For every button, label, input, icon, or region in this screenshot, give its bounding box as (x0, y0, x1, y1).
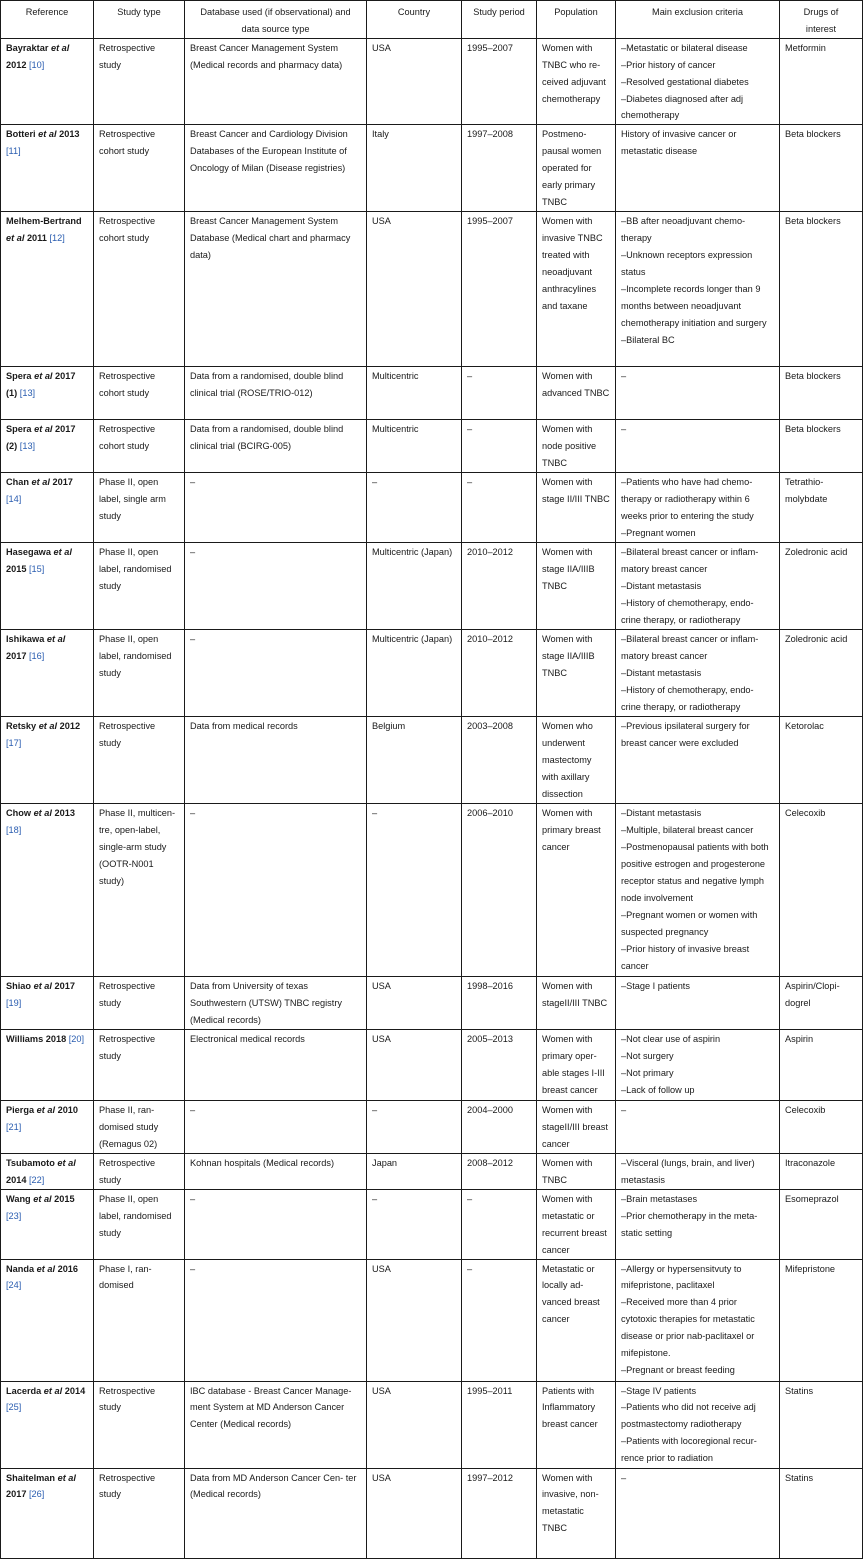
cell-study-period: – (462, 473, 537, 543)
cell-study-period: 1995–2007 (462, 38, 537, 125)
reference-et-al: et al (33, 808, 52, 819)
cell-drug-of-interest: Metformin (780, 38, 863, 125)
cell-study-type: Retrospective study (94, 1154, 185, 1190)
cell-drug-of-interest: Beta blockers (780, 367, 863, 420)
exclusion-item: –Distant metastasis (621, 668, 702, 679)
table-body (1, 38, 863, 1558)
cell-drug-of-interest: Zoledronic acid (780, 543, 863, 630)
exclusion-item: –Patients who have had chemo- therapy or radiotherapy within 6 weeks prior to entering the study (621, 477, 754, 522)
cell-database: Data from University of texas Southwestern (UTSW) TNBC registry (Medical records) (185, 977, 367, 1030)
cell-exclusion-criteria (616, 1381, 780, 1468)
cell-study-type: Phase II, open label, randomised study (94, 1189, 185, 1259)
cell-exclusion-criteria (616, 1154, 780, 1190)
cell-exclusion-criteria (616, 804, 780, 977)
cell-drug-of-interest: Tetrathio- molybdate (780, 473, 863, 543)
cell-population: Patients with Inflammatory breast cancer (537, 1381, 616, 1468)
cell-country: USA (367, 1030, 462, 1101)
cell-country: Italy (367, 125, 462, 212)
exclusion-item: –Visceral (lungs, brain, and liver) metastasis (621, 1158, 755, 1185)
table-header-row (1, 1, 863, 39)
cell-population: Women with invasive, non-metastatic TNBC (537, 1468, 616, 1558)
header-line: Population (554, 7, 598, 17)
cell-exclusion-criteria (616, 212, 780, 367)
citation-link[interactable]: [16] (29, 651, 45, 662)
cell-database: Data from a randomised, double blind clinical trial (ROSE/TRIO-012) (185, 367, 367, 420)
exclusion-item: – (621, 424, 627, 435)
exclusion-item: –History of chemotherapy, endo- crine therapy, or radiotherapy (621, 598, 754, 625)
exclusion-item: –Distant metastasis (621, 581, 702, 592)
cell-study-period: 2006–2010 (462, 804, 537, 977)
cell-reference (1, 367, 94, 420)
cell-population: Women with TNBC who re- ceived adjuvant chemotherapy (537, 38, 616, 125)
exclusion-item: –Metastatic or bilateral disease (621, 42, 748, 53)
reference-year: 2017 (6, 1489, 29, 1500)
reference-author: Spera (6, 371, 35, 382)
citation-link[interactable]: [17] (6, 738, 22, 749)
reference-author: Botteri (6, 129, 39, 140)
cell-database: – (185, 1259, 367, 1381)
reference-year: 2012 (57, 721, 81, 732)
cell-country: USA (367, 38, 462, 125)
reference-et-al: et al (36, 1263, 56, 1274)
cell-exclusion-criteria (616, 1468, 780, 1558)
table-row (1, 1154, 863, 1190)
cell-database: – (185, 543, 367, 630)
citation-link[interactable]: [14] (6, 494, 22, 505)
exclusion-item: –Patients with locoregional recur- rence prior to radiation (621, 1436, 757, 1464)
header-line: Reference (25, 7, 69, 17)
reference-et-al: et al (6, 233, 25, 244)
cell-exclusion-criteria (616, 125, 780, 212)
reference-author: Chow (6, 808, 34, 819)
cell-exclusion-criteria (616, 38, 780, 125)
cell-study-period: – (462, 367, 537, 420)
exclusion-item: –Stage I patients (621, 981, 690, 992)
reference-year: 2015 (6, 564, 29, 575)
cell-exclusion-criteria (616, 1259, 780, 1381)
exclusion-item: – (621, 1472, 627, 1483)
reference-year: 2013 (56, 129, 80, 140)
citation-link[interactable]: [21] (6, 1122, 22, 1133)
cell-study-type: Phase I, ran- domised (94, 1259, 185, 1381)
reference-author: Tsubamoto (6, 1158, 58, 1169)
cell-reference (1, 1381, 94, 1468)
header-exclusion-criteria (616, 1, 780, 39)
reference-author: Lacerda (6, 1385, 44, 1396)
exclusion-item: –Prior chemotherapy in the meta- static setting (621, 1210, 758, 1238)
reference-et-al: et al (57, 1472, 76, 1483)
cell-reference (1, 1259, 94, 1381)
table-row (1, 125, 863, 212)
cell-reference (1, 1468, 94, 1558)
reference-author: Melhem-Bertrand (6, 216, 82, 227)
cell-reference (1, 1154, 94, 1190)
reference-year: 2014 (62, 1385, 86, 1396)
exclusion-item: –Lack of follow up (621, 1085, 695, 1096)
reference-year: 2012 (6, 59, 29, 70)
exclusion-item: –History of chemotherapy, endo- crine therapy, or radiotherapy (621, 685, 754, 712)
cell-study-type: Retrospective study (94, 1381, 185, 1468)
citation-link[interactable]: [13] (19, 441, 36, 452)
reference-et-al: et al (57, 1158, 76, 1169)
table-row (1, 717, 863, 804)
cell-study-period: 2010–2012 (462, 543, 537, 630)
reference-year: 2014 (6, 1174, 29, 1185)
cell-population: Postmeno- pausal women operated for early primary TNBC (537, 125, 616, 212)
cell-reference (1, 420, 94, 473)
exclusion-item: –Prior history of invasive breast cancer (621, 943, 750, 971)
cell-study-type: Retrospective cohort study (94, 367, 185, 420)
cell-reference (1, 977, 94, 1030)
reference-year: 2010 (55, 1105, 79, 1116)
cell-study-period: 2003–2008 (462, 717, 537, 804)
reference-author: Pierga (6, 1105, 37, 1116)
header-line: data source type (241, 23, 310, 34)
cell-reference (1, 543, 94, 630)
reference-author: Hasegawa (6, 547, 54, 558)
reference-year: 2018 (45, 1034, 69, 1045)
cell-study-type: Retrospective cohort study (94, 125, 185, 212)
cell-exclusion-criteria (616, 367, 780, 420)
cell-study-type: Phase II, open label, single arm study (94, 473, 185, 543)
cell-drug-of-interest: Mifepristone (780, 1259, 863, 1381)
table-row (1, 1468, 863, 1558)
cell-population: Women with primary oper- able stages I-III breast cancer (537, 1030, 616, 1101)
cell-database: Breast Cancer Management System Database (Medical chart and pharmacy data) (185, 212, 367, 367)
cell-study-type: Retrospective study (94, 1030, 185, 1101)
reference-et-al: et al (34, 371, 53, 382)
exclusion-item: –Bilateral breast cancer or inflam- matory breast cancer (621, 547, 759, 575)
exclusion-item: –Pregnant women (621, 528, 696, 539)
header-line: Country (397, 7, 431, 17)
exclusion-item: –Incomplete records longer than 9 months between neoadjuvant chemotherapy initiation and surgery (621, 283, 767, 328)
exclusion-item: –Patients who did not receive adj postmastectomy radiotherapy (621, 1402, 756, 1430)
reference-et-al: et al (36, 1105, 56, 1116)
cell-reference (1, 1030, 94, 1101)
reference-year: 2017 (1) (6, 371, 76, 399)
header-population (537, 1, 616, 39)
cell-study-type: Retrospective study (94, 977, 185, 1030)
cell-database: Breast Cancer and Cardiology Division Databases of the European Institute of Oncology of Milan (Disease registries) (185, 125, 367, 212)
reference-et-al: et al (46, 634, 66, 645)
exclusion-item: –Previous ipsilateral surgery for breast cancer were excluded (621, 721, 750, 749)
reference-year: 2016 (55, 1263, 79, 1274)
cell-exclusion-criteria (616, 977, 780, 1030)
cell-study-period: 1998–2016 (462, 977, 537, 1030)
cell-study-period: 1995–2007 (462, 212, 537, 367)
cell-drug-of-interest: Beta blockers (780, 420, 863, 473)
reference-et-al: et al (33, 1193, 52, 1204)
exclusion-item: –Postmenopausal patients with both positive estrogen and progesterone receptor status and negative lymph node involvement (621, 842, 769, 903)
cell-population: Women with advanced TNBC (537, 367, 616, 420)
table-row (1, 1189, 863, 1259)
cell-database: – (185, 1189, 367, 1259)
reference-et-al: et al (31, 477, 50, 488)
exclusion-item: –Bilateral breast cancer or inflam- matory breast cancer (621, 634, 759, 662)
reference-author: Wang (6, 1193, 34, 1204)
reference-et-al: et al (33, 981, 52, 992)
cell-exclusion-criteria (616, 543, 780, 630)
header-line: Study period (473, 7, 525, 17)
reference-author: Ishikawa (6, 634, 47, 645)
cell-drug-of-interest: Zoledronic acid (780, 630, 863, 717)
cell-exclusion-criteria (616, 1030, 780, 1101)
cell-study-period: 2004–2000 (462, 1101, 537, 1154)
cell-country: Multicentric (Japan) (367, 630, 462, 717)
header-line: Database used (if observational) and (200, 7, 351, 17)
cell-database: – (185, 1101, 367, 1154)
cell-drug-of-interest: Celecoxib (780, 804, 863, 977)
cell-country: – (367, 804, 462, 977)
cell-study-type: Retrospective study (94, 1468, 185, 1558)
cell-country: USA (367, 212, 462, 367)
table-row (1, 1101, 863, 1154)
citation-link[interactable]: [20] (68, 1034, 85, 1045)
cell-study-period: 2010–2012 (462, 630, 537, 717)
cell-exclusion-criteria (616, 420, 780, 473)
cell-population: Women with TNBC (537, 1154, 616, 1190)
cell-drug-of-interest: Ketorolac (780, 717, 863, 804)
reference-year: 2015 (51, 1193, 75, 1204)
table-row (1, 38, 863, 125)
cell-exclusion-criteria (616, 1189, 780, 1259)
table-row (1, 473, 863, 543)
exclusion-item: –Brain metastases (621, 1193, 698, 1204)
cell-population: Women with stage II/III TNBC (537, 473, 616, 543)
header-line: Study type (117, 7, 161, 17)
citation-link[interactable]: [26] (29, 1489, 45, 1500)
reference-year: 2017 (2) (6, 424, 76, 452)
cell-database: – (185, 630, 367, 717)
reference-et-al: et al (50, 42, 70, 53)
citation-link[interactable]: [13] (19, 388, 36, 399)
reference-year: 2011 (24, 233, 50, 244)
table-row (1, 212, 863, 367)
cell-study-period: – (462, 420, 537, 473)
cell-country: – (367, 1101, 462, 1154)
reference-year: 2017 (6, 651, 29, 662)
citation-link[interactable]: [23] (6, 1210, 22, 1221)
table-row (1, 977, 863, 1030)
cell-study-period: – (462, 1189, 537, 1259)
cell-reference (1, 473, 94, 543)
exclusion-item: – (621, 371, 627, 382)
cell-drug-of-interest: Beta blockers (780, 212, 863, 367)
header-line: Main exclusion criteria (652, 7, 743, 17)
reference-author: Shaitelman (6, 1472, 58, 1483)
cell-country: Belgium (367, 717, 462, 804)
table-row (1, 420, 863, 473)
cell-reference (1, 717, 94, 804)
cell-database: Kohnan hospitals (Medical records) (185, 1154, 367, 1190)
table-row (1, 543, 863, 630)
cell-study-type: Retrospective study (94, 38, 185, 125)
cell-drug-of-interest: Statins (780, 1468, 863, 1558)
citation-link[interactable]: [10] (29, 59, 45, 70)
cell-reference (1, 1101, 94, 1154)
citation-link[interactable]: [22] (29, 1174, 45, 1185)
cell-exclusion-criteria (616, 473, 780, 543)
exclusion-item: –Prior history of cancer (621, 59, 716, 70)
reference-author: Retsky (6, 721, 39, 732)
cell-population: Women with invasive TNBC treated with neoadjuvant anthracylines and taxane (537, 212, 616, 367)
cell-study-period: 1997–2008 (462, 125, 537, 212)
reference-author: Williams (6, 1034, 46, 1045)
cell-population: Women with node positive TNBC (537, 420, 616, 473)
exclusion-item: –Not primary (621, 1068, 674, 1079)
cell-study-period: 2008–2012 (462, 1154, 537, 1190)
exclusion-item: –Distant metastasis (621, 808, 702, 819)
cell-study-type: Retrospective study (94, 717, 185, 804)
header-database (185, 1, 367, 39)
cell-exclusion-criteria (616, 1101, 780, 1154)
reference-author: Bayraktar (6, 42, 51, 53)
cell-population: Women who underwent mastectomy with axillary dissection (537, 717, 616, 804)
citation-link[interactable]: [18] (6, 825, 22, 836)
cell-study-type: Phase II, open label, randomised study (94, 630, 185, 717)
cell-country: Japan (367, 1154, 462, 1190)
exclusion-item: –Stage IV patients (621, 1385, 697, 1396)
cell-database: Breast Cancer Management System (Medical records and pharmacy data) (185, 38, 367, 125)
cell-reference (1, 38, 94, 125)
cell-country: Multicentric (367, 367, 462, 420)
cell-database: Data from medical records (185, 717, 367, 804)
cell-population: Women with stageII/III breast cancer (537, 1101, 616, 1154)
exclusion-item: –Resolved gestational diabetes (621, 76, 749, 87)
reference-et-al: et al (38, 129, 57, 140)
cell-population: Metastatic or locally ad- vanced breast cancer (537, 1259, 616, 1381)
cell-country: USA (367, 977, 462, 1030)
cell-database: – (185, 804, 367, 977)
cell-country: Multicentric (Japan) (367, 543, 462, 630)
cell-drug-of-interest: Itraconazole (780, 1154, 863, 1190)
cell-study-type: Phase II, open label, randomised study (94, 543, 185, 630)
cell-drug-of-interest: Aspirin/Clopi- dogrel (780, 977, 863, 1030)
cell-study-type: Retrospective cohort study (94, 212, 185, 367)
citation-link[interactable]: [19] (6, 998, 22, 1009)
header-reference (1, 1, 94, 39)
cell-reference (1, 125, 94, 212)
cell-study-type: Phase II, ran- domised study (Remagus 02) (94, 1101, 185, 1154)
cell-population: Women with primary breast cancer (537, 804, 616, 977)
cell-drug-of-interest: Esomeprazol (780, 1189, 863, 1259)
cell-study-period: – (462, 1259, 537, 1381)
reference-et-al: et al (34, 424, 53, 435)
cell-database: Data from a randomised, double blind clinical trial (BCIRG-005) (185, 420, 367, 473)
header-country (367, 1, 462, 39)
cell-drug-of-interest: Beta blockers (780, 125, 863, 212)
table-row (1, 367, 863, 420)
cell-reference (1, 630, 94, 717)
reference-year: 2017 (49, 477, 73, 488)
cell-population: Women with stage IIA/IIIB TNBC (537, 543, 616, 630)
reference-et-al: et al (38, 721, 58, 732)
reference-et-al: et al (53, 547, 72, 558)
cell-database: Electronical medical records (185, 1030, 367, 1101)
exclusion-item: –BB after neoadjuvant chemo- therapy (621, 216, 746, 244)
table-row (1, 1259, 863, 1381)
exclusion-item: –Bilateral BC (621, 334, 675, 345)
exclusion-item: –Diabetes diagnosed after adj chemotherapy (621, 93, 744, 121)
reference-year: 2013 (51, 808, 75, 819)
citation-link[interactable]: [24] (6, 1280, 22, 1291)
header-study-period (462, 1, 537, 39)
header-drugs-of-interest (780, 1, 863, 39)
reference-author: Chan (6, 477, 32, 488)
exclusion-item: –Pregnant or breast feeding (621, 1364, 735, 1375)
cell-study-type: Retrospective cohort study (94, 420, 185, 473)
citation-link[interactable]: [25] (6, 1402, 22, 1413)
cell-population: Women with metastatic or recurrent breast cancer (537, 1189, 616, 1259)
header-line: Drugs of (803, 7, 839, 17)
cell-database: IBC database - Breast Cancer Manage- ment System at MD Anderson Cancer Center (Medical records) (185, 1381, 367, 1468)
reference-year: 2017 (51, 981, 75, 992)
cell-study-period: 1997–2012 (462, 1468, 537, 1558)
exclusion-item: –Pregnant women or women with suspected pregnancy (621, 909, 758, 937)
table-row (1, 630, 863, 717)
cell-database: Data from MD Anderson Cancer Cen- ter (Medical records) (185, 1468, 367, 1558)
cell-drug-of-interest: Aspirin (780, 1030, 863, 1101)
reference-author: Nanda (6, 1263, 37, 1274)
cell-country: USA (367, 1259, 462, 1381)
exclusion-item: History of invasive cancer or metastatic disease (621, 129, 737, 157)
reference-et-al: et al (43, 1385, 63, 1396)
exclusion-item: –Allergy or hypersensitvuty to mifepristone, paclitaxel (621, 1263, 742, 1291)
cell-reference (1, 212, 94, 367)
cell-database: – (185, 473, 367, 543)
header-line: interest (805, 23, 837, 34)
cell-country: Multicentric (367, 420, 462, 473)
cell-drug-of-interest: Celecoxib (780, 1101, 863, 1154)
exclusion-item: – (621, 1105, 627, 1116)
cell-reference (1, 1189, 94, 1259)
citation-link[interactable]: [12] (49, 233, 65, 244)
reference-author: Shiao (6, 981, 34, 992)
cell-country: USA (367, 1381, 462, 1468)
cell-drug-of-interest: Statins (780, 1381, 863, 1468)
table-row (1, 804, 863, 977)
cell-study-period: 2005–2013 (462, 1030, 537, 1101)
header-study-type (94, 1, 185, 39)
exclusion-item: –Received more than 4 prior cytotoxic therapies for metastatic disease or prior nab-paclitaxel or mifepistone. (621, 1297, 755, 1359)
citation-link[interactable]: [11] (6, 146, 21, 157)
exclusion-item: –Unknown receptors expression status (621, 250, 753, 278)
cell-country: – (367, 1189, 462, 1259)
cell-study-period: 1995–2011 (462, 1381, 537, 1468)
cell-country: USA (367, 1468, 462, 1558)
cell-exclusion-criteria (616, 717, 780, 804)
cell-population: Women with stage IIA/IIIB TNBC (537, 630, 616, 717)
reference-author: Spera (6, 424, 35, 435)
citation-link[interactable]: [15] (29, 564, 45, 575)
exclusion-item: –Not surgery (621, 1051, 674, 1062)
cell-study-type: Phase II, multicen- tre, open-label, single-arm study (OOTR-N001 study) (94, 804, 185, 977)
table-row (1, 1381, 863, 1468)
exclusion-item: –Multiple, bilateral breast cancer (621, 825, 754, 836)
cell-exclusion-criteria (616, 630, 780, 717)
cell-reference (1, 804, 94, 977)
cell-country: – (367, 473, 462, 543)
exclusion-item: –Not clear use of aspirin (621, 1034, 721, 1045)
table-row (1, 1030, 863, 1101)
cell-population: Women with stageII/III TNBC (537, 977, 616, 1030)
